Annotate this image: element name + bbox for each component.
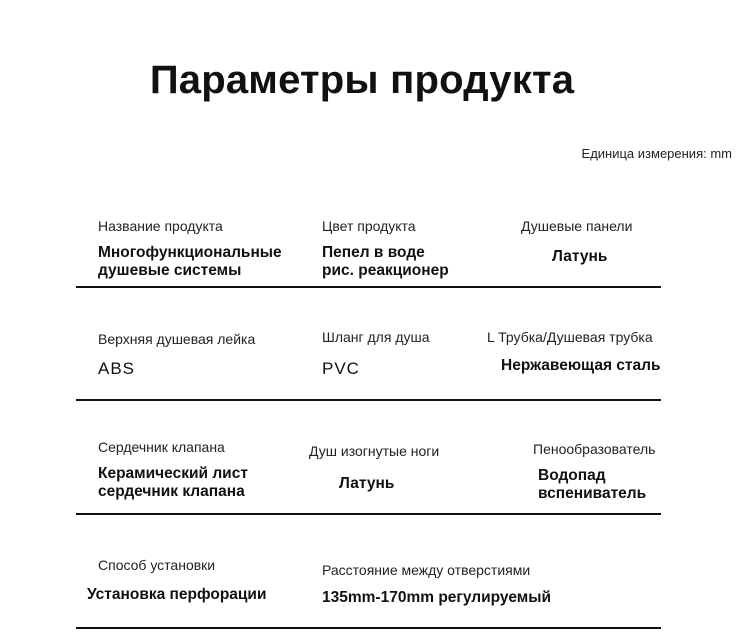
param-label: Расстояние между отверстиями [322,562,531,578]
row-divider [76,399,661,401]
param-value: PVC [322,359,360,378]
param-l-tube [487,328,661,375]
page-title: Параметры продукта [149,58,575,102]
param-label: Сердечник клапана [98,439,225,455]
row-divider [76,627,661,629]
row-divider [76,513,661,515]
param-label: Название продукта [98,218,223,234]
param-shower-panels [521,217,632,266]
param-aerator [533,440,655,503]
param-curved-legs [309,442,439,493]
param-label: Пенообразователь [533,441,656,457]
param-product-color [322,217,449,280]
param-value-line2: вспениватель [538,485,647,502]
unit-note: Единица измерения: mm [581,146,732,161]
param-label: Способ установки [98,557,216,573]
param-label: Шланг для душа [322,329,430,345]
row-divider [76,286,661,288]
param-value: 135mm-170mm регулируемый [322,589,551,606]
param-value: Установка перфорации [87,586,267,603]
param-value: Латунь [339,475,395,492]
param-product-name [98,217,282,280]
param-top-shower-head [98,330,255,378]
param-value-line2: сердечник клапана [98,483,245,500]
param-value-line1: Многофункциональные [98,244,282,261]
param-value: Латунь [552,248,608,265]
param-shower-hose [322,328,430,378]
param-label: Верхняя душевая лейка [98,331,256,347]
param-value: Нержавеющая сталь [501,357,661,374]
param-valve-core [98,438,248,501]
param-label: Душ изогнутые ноги [309,443,440,459]
param-label: Цвет продукта [322,218,416,234]
param-value-line1: Керамический лист [98,465,248,482]
param-hole-distance [322,561,551,607]
param-value-line2: рис. реакционер [322,262,449,279]
param-label: L Трубка/Душевая трубка [487,329,653,345]
param-install-method [87,556,267,604]
param-value-line1: Пепел в воде [322,244,425,261]
param-value-line2: душевые системы [98,262,242,279]
param-value-line1: Водопад [538,467,606,484]
param-value: ABS [98,359,136,378]
param-label: Душевые панели [521,218,633,234]
